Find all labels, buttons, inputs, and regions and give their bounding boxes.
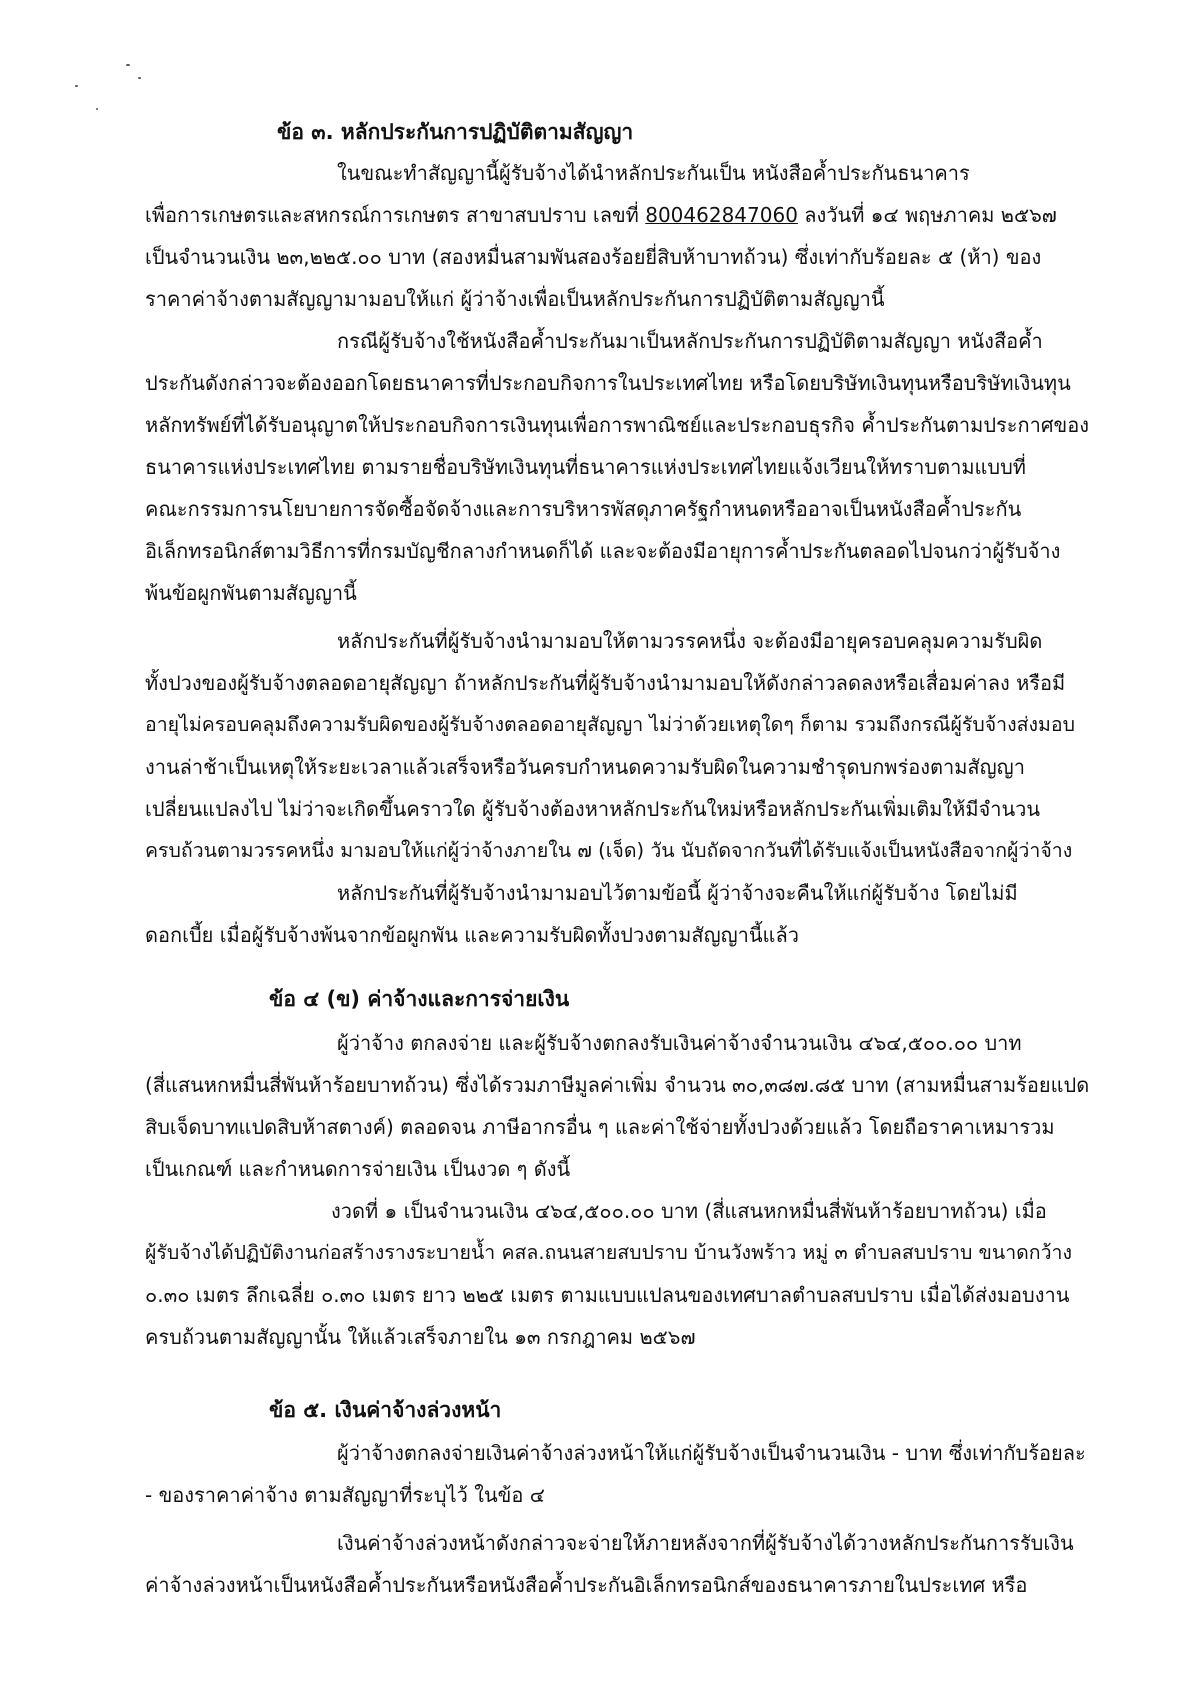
clause-3-para-3-line-1: หลักประกันที่ผู้รับจ้างนำมามอบให้ตามวรรคหนึ่ง จะต้องมีอายุครอบคลุมความรับผิด [337,629,1043,653]
clause-3-para-1-line-2 [145,201,1057,229]
clause-4-para-1-line-4: เป็นเกณฑ์ และกำหนดการจ่ายเงิน เป็นงวด ๆ ดังนี้ [145,1157,571,1181]
clause-5-heading: ข้อ ๕. เงินค่าจ้างล่วงหน้า [269,1398,502,1422]
clause-3-para-2-line-1: กรณีผู้รับจ้างใช้หนังสือค้ำประกันมาเป็นหลักประกันการปฏิบัติตามสัญญา หนังสือค้ำ [337,329,1043,353]
clause-3-heading: ข้อ ๓. หลักประกันการปฏิบัติตามสัญญา [277,120,634,144]
clause-4-para-2-line-2: ผู้รับจ้างได้ปฏิบัติงานก่อสร้างรางระบายน้ำ คสล.ถนนสายสบปราบ บ้านวังพร้าว หมู่ ๓ ตำบลสบปราบ ขนาดกว้าง [145,1241,1073,1264]
clause-5-para-1-line-2: - ของราคาค่าจ้าง ตามสัญญาที่ระบุไว้ ในข้อ ๔ [145,1483,545,1507]
clause-3-para-1-line-4: ราคาค่าจ้างตามสัญญามามอบให้แก่ ผู้ว่าจ้างเพื่อเป็นหลักประกันการปฏิบัติตามสัญญานี้ [145,287,885,311]
clause-4-para-1-line-3: สิบเจ็ดบาทแปดสิบห้าสตางค์) ตลอดจน ภาษีอากรอื่น ๆ และค่าใช้จ่ายทั้งปวงด้วยแล้ว โดยถือราคาเหมารวม [145,1115,1055,1139]
clause-3-para-2-line-3: หลักทรัพย์ที่ได้รับอนุญาตให้ประกอบกิจการเงินทุนเพื่อการพาณิชย์และประกอบธุรกิจ ค้ำประกันตามประกาศของ [145,413,1090,437]
clause-3-para-2-line-7: พ้นข้อผูกพันตามสัญญานี้ [145,581,357,605]
clause-3-para-3-line-2: ทั้งปวงของผู้รับจ้างตลอดอายุสัญญา ถ้าหลักประกันที่ผู้รับจ้างนำมามอบให้ดังกล่าวลดลงหรือเสื่อมค่าลง หรือมี [145,671,1066,695]
clause-3-para-1-line-1: ในขณะทำสัญญานี้ผู้รับจ้างได้นำหลักประกันเป็น หนังสือค้ำประกันธนาคาร [337,161,970,185]
clause-3-para-2-line-6: อิเล็กทรอนิกส์ตามวิธีการที่กรมบัญชีกลางกำหนดก็ได้ และจะต้องมีอายุการค้ำประกันตลอดไปจนกว่าผู้รับจ้าง [145,539,1061,563]
scan-speck [138,77,141,79]
clause-4-para-2-line-1: งวดที่ ๑ เป็นจำนวนเงิน ๔๖๔,๕๐๐.๐๐ บาท (สี่แสนหกหมื่นสี่พันห้าร้อยบาทถ้วน) เมื่อ [331,1199,1047,1223]
clause-3-para-3-line-4: งานล่าช้าเป็นเหตุให้ระยะเวลาแล้วเสร็จหรือวันครบกำหนดความรับผิดในความชำรุดบกพร่องตามสัญญา [145,755,1025,779]
clause-3-para-3-line-5: เปลี่ยนแปลงไป ไม่ว่าจะเกิดขึ้นคราวใด ผู้รับจ้างต้องหาหลักประกันใหม่หรือหลักประกันเพิ่มเติมให้มีจำนวน [145,797,1041,821]
scan-speck [75,85,78,87]
clause-3-text: เพื่อการเกษตรและสหกรณ์การเกษตร สาขาสบปราบ เลขที่ [145,203,646,227]
clause-3-para-2-line-4: ธนาคารแห่งประเทศไทย ตามรายชื่อบริษัทเงินทุนที่ธนาคารแห่งประเทศไทยแจ้งเวียนให้ทราบตามแบบที่ [145,455,1026,479]
clause-3-para-4-line-1: หลักประกันที่ผู้รับจ้างนำมามอบไว้ตามข้อนี้ ผู้ว่าจ้างจะคืนให้แก่ผู้รับจ้าง โดยไม่มี [337,881,1018,905]
clause-3-para-2-line-5: คณะกรรมการนโยบายการจัดซื้อจัดจ้างและการบริหารพัสดุภาครัฐกำหนดหรืออาจเป็นหนังสือค้ำประกัน [145,497,1022,521]
clause-3-para-4-line-2: ดอกเบี้ย เมื่อผู้รับจ้างพ้นจากข้อผูกพัน และความรับผิดทั้งปวงตามสัญญานี้แล้ว [145,923,799,947]
clause-4-heading: ข้อ ๔ (ข) ค่าจ้างและการจ่ายเงิน [269,987,570,1011]
clause-4-para-1-line-1: ผู้ว่าจ้าง ตกลงจ่าย และผู้รับจ้างตกลงรับเงินค่าจ้างจำนวนเงิน ๔๖๔,๕๐๐.๐๐ บาท [337,1031,1022,1055]
clause-4-para-2-line-4: ครบถ้วนตามสัญญานั้น ให้แล้วเสร็จภายใน ๑๓ กรกฎาคม ๒๕๖๗ [145,1325,696,1349]
clause-5-para-2-line-2: ค่าจ้างล่วงหน้าเป็นหนังสือค้ำประกันหรือหนังสือค้ำประกันอิเล็กทรอนิกส์ของธนาคารภายในประเทศ หรือ [145,1573,1028,1597]
clause-5-para-2-line-1: เงินค่าจ้างล่วงหน้าดังกล่าวจะจ่ายให้ภายหลังจากที่ผู้รับจ้างได้วางหลักประกันการรับเงิน [337,1531,1074,1555]
clause-3-para-2-line-2: ประกันดังกล่าวจะต้องออกโดยธนาคารที่ประกอบกิจการในประเทศไทย หรือโดยบริษัทเงินทุนหรือบริษัทเงินทุน [145,371,1071,395]
scan-speck [96,108,98,110]
clause-3-para-3-line-3: อายุไม่ครอบคลุมถึงความรับผิดของผู้รับจ้างตลอดอายุสัญญา ไม่ว่าด้วยเหตุใดๆ ก็ตาม รวมถึงกรณีผู้รับจ้างส่งมอบ [145,713,1075,736]
clause-3-text: ลงวันที่ ๑๔ พฤษภาคม ๒๕๖๗ [797,203,1057,227]
clause-4-para-1-line-2: (สี่แสนหกหมื่นสี่พันห้าร้อยบาทถ้วน) ซึ่งได้รวมภาษีมูลค่าเพิ่ม จำนวน ๓๐,๓๘๗.๘๕ บาท (สามหมื่นสามร้อยแปด [145,1073,1090,1097]
clause-3-para-1-line-3: เป็นจำนวนเงิน ๒๓,๒๒๕.๐๐ บาท (สองหมื่นสามพันสองร้อยยี่สิบห้าบาทถ้วน) ซึ่งเท่ากับร้อยละ ๕ (ห้า) ของ [145,245,1042,269]
guarantee-number: 800462847060 [645,203,798,227]
clause-5-para-1-line-1: ผู้ว่าจ้างตกลงจ่ายเงินค่าจ้างล่วงหน้าให้แก่ผู้รับจ้างเป็นจำนวนเงิน - บาท ซึ่งเท่ากับร้อยละ [337,1441,1086,1465]
scan-speck [126,64,130,66]
clause-3-para-3-line-6: ครบถ้วนตามวรรคหนึ่ง มามอบให้แก่ผู้ว่าจ้างภายใน ๗ (เจ็ด) วัน นับถัดจากวันที่ได้รับแจ้งเป็นหนังสือจากผู้ว่าจ้าง [145,839,1073,862]
clause-4-para-2-line-3: ๐.๓๐ เมตร ลึกเฉลี่ย ๐.๓๐ เมตร ยาว ๒๒๕ เมตร ตามแบบแปลนของเทศบาลตำบลสบปราบ เมื่อได้ส่งมอบงาน [145,1283,1070,1307]
